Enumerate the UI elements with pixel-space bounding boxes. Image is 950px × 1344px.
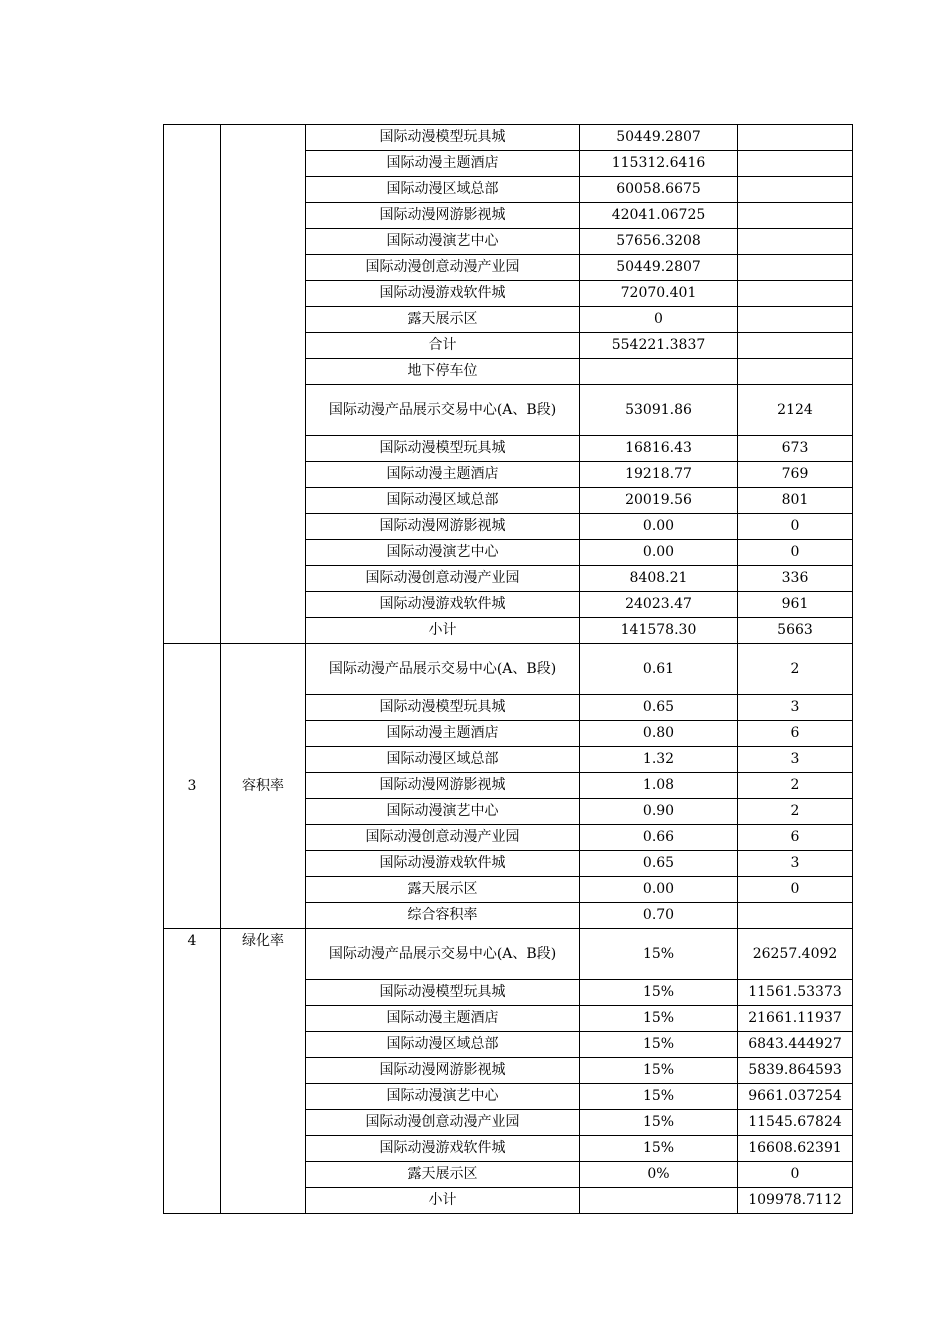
item-name: 国际动漫网游影视城 [306, 773, 580, 799]
item-value: 60058.6675 [580, 177, 738, 203]
item-value: 15% [580, 1058, 738, 1084]
item-area: 6843.444927 [738, 1032, 853, 1058]
item-value: 15% [580, 1110, 738, 1136]
subtotal-value: 141578.30 [580, 618, 738, 644]
item-name: 国际动漫模型玩具城 [306, 125, 580, 151]
item-name: 国际动漫主题酒店 [306, 1006, 580, 1032]
item-name: 国际动漫产品展示交易中心(A、B段) [306, 929, 580, 980]
item-name: 国际动漫模型玩具城 [306, 436, 580, 462]
item-name: 国际动漫网游影视城 [306, 203, 580, 229]
subtotal-count: 5663 [738, 618, 853, 644]
item-value: 0.66 [580, 825, 738, 851]
item-value: 42041.06725 [580, 203, 738, 229]
item-value: 0.90 [580, 799, 738, 825]
table-row [164, 929, 853, 980]
item-count: 3 [738, 747, 853, 773]
item-name: 国际动漫模型玩具城 [306, 980, 580, 1006]
item-value: 115312.6416 [580, 151, 738, 177]
item-value: 0 [580, 307, 738, 333]
item-value: 0.00 [580, 540, 738, 566]
item-count: 0 [738, 540, 853, 566]
item-value: 20019.56 [580, 488, 738, 514]
item-value: 15% [580, 1006, 738, 1032]
item-area: 26257.4092 [738, 929, 853, 980]
item-name: 露天展示区 [306, 877, 580, 903]
item-name: 国际动漫模型玩具城 [306, 695, 580, 721]
item-count: 0 [738, 514, 853, 540]
item-count [738, 255, 853, 281]
item-count [738, 359, 853, 385]
item-value: 15% [580, 929, 738, 980]
item-name: 国际动漫网游影视城 [306, 514, 580, 540]
item-value [580, 359, 738, 385]
item-value: 0.00 [580, 877, 738, 903]
section-label: 绿化率 [221, 929, 306, 1214]
item-count [738, 177, 853, 203]
section-number: 4 [164, 929, 221, 1214]
item-area: 11545.67824 [738, 1110, 853, 1136]
item-value: 15% [580, 1032, 738, 1058]
section-label: 容积率 [221, 644, 306, 929]
item-name: 国际动漫演艺中心 [306, 799, 580, 825]
item-count: 2 [738, 799, 853, 825]
item-count: 2 [738, 644, 853, 695]
total-value: 554221.3837 [580, 333, 738, 359]
total-label: 综合容积率 [306, 903, 580, 929]
item-count: 6 [738, 825, 853, 851]
item-area: 0 [738, 1162, 853, 1188]
item-value: 0% [580, 1162, 738, 1188]
item-count [738, 125, 853, 151]
item-count: 673 [738, 436, 853, 462]
item-count: 3 [738, 851, 853, 877]
item-value: 15% [580, 1084, 738, 1110]
item-count [738, 307, 853, 333]
item-count: 2 [738, 773, 853, 799]
item-count [738, 903, 853, 929]
item-name: 国际动漫创意动漫产业园 [306, 566, 580, 592]
item-count [738, 281, 853, 307]
item-count: 961 [738, 592, 853, 618]
item-name: 国际动漫主题酒店 [306, 462, 580, 488]
item-value: 50449.2807 [580, 125, 738, 151]
item-name: 国际动漫产品展示交易中心(A、B段) [306, 644, 580, 695]
item-name: 国际动漫产品展示交易中心(A、B段) [306, 385, 580, 436]
item-value: 24023.47 [580, 592, 738, 618]
item-value: 19218.77 [580, 462, 738, 488]
subtotal-value [580, 1188, 738, 1214]
item-value: 15% [580, 1136, 738, 1162]
item-value: 0.65 [580, 851, 738, 877]
item-value: 0.65 [580, 695, 738, 721]
item-name: 国际动漫主题酒店 [306, 721, 580, 747]
item-name: 国际动漫游戏软件城 [306, 281, 580, 307]
item-name: 国际动漫演艺中心 [306, 540, 580, 566]
subtotal-label: 小计 [306, 618, 580, 644]
table-row [164, 644, 853, 695]
item-name: 国际动漫游戏软件城 [306, 1136, 580, 1162]
item-name: 国际动漫创意动漫产业园 [306, 1110, 580, 1136]
item-area: 16608.62391 [738, 1136, 853, 1162]
item-name: 国际动漫区域总部 [306, 1032, 580, 1058]
item-name: 露天展示区 [306, 307, 580, 333]
item-count [738, 151, 853, 177]
section-number-cell [164, 125, 221, 644]
item-name: 露天展示区 [306, 1162, 580, 1188]
item-name: 国际动漫创意动漫产业园 [306, 825, 580, 851]
item-value: 16816.43 [580, 436, 738, 462]
item-name: 国际动漫区域总部 [306, 488, 580, 514]
item-area: 5839.864593 [738, 1058, 853, 1084]
item-name: 国际动漫主题酒店 [306, 151, 580, 177]
item-value: 1.32 [580, 747, 738, 773]
item-name: 国际动漫演艺中心 [306, 1084, 580, 1110]
item-value: 53091.86 [580, 385, 738, 436]
item-value: 8408.21 [580, 566, 738, 592]
item-value: 57656.3208 [580, 229, 738, 255]
item-name: 国际动漫网游影视城 [306, 1058, 580, 1084]
item-count [738, 229, 853, 255]
item-count: 0 [738, 877, 853, 903]
item-count: 3 [738, 695, 853, 721]
item-value: 0.61 [580, 644, 738, 695]
section-label-cell [221, 125, 306, 644]
item-name: 国际动漫区域总部 [306, 747, 580, 773]
indicator-table [163, 124, 853, 1214]
section-number: 3 [164, 644, 221, 929]
item-count: 336 [738, 566, 853, 592]
item-count [738, 203, 853, 229]
total-value: 0.70 [580, 903, 738, 929]
item-count: 2124 [738, 385, 853, 436]
subtotal-label: 小计 [306, 1188, 580, 1214]
table-row [164, 125, 853, 151]
item-area: 9661.037254 [738, 1084, 853, 1110]
item-name: 国际动漫区域总部 [306, 177, 580, 203]
item-value: 15% [580, 980, 738, 1006]
item-value: 50449.2807 [580, 255, 738, 281]
item-value: 1.08 [580, 773, 738, 799]
item-count: 801 [738, 488, 853, 514]
subsection-heading: 地下停车位 [306, 359, 580, 385]
item-count: 769 [738, 462, 853, 488]
item-value: 72070.401 [580, 281, 738, 307]
item-count: 6 [738, 721, 853, 747]
item-value: 0.80 [580, 721, 738, 747]
item-value: 0.00 [580, 514, 738, 540]
item-name: 国际动漫游戏软件城 [306, 851, 580, 877]
item-area: 11561.53373 [738, 980, 853, 1006]
subtotal-area: 109978.7112 [738, 1188, 853, 1214]
item-area: 21661.11937 [738, 1006, 853, 1032]
item-name: 国际动漫创意动漫产业园 [306, 255, 580, 281]
item-name: 国际动漫游戏软件城 [306, 592, 580, 618]
item-count [738, 333, 853, 359]
item-name: 国际动漫演艺中心 [306, 229, 580, 255]
total-label: 合计 [306, 333, 580, 359]
